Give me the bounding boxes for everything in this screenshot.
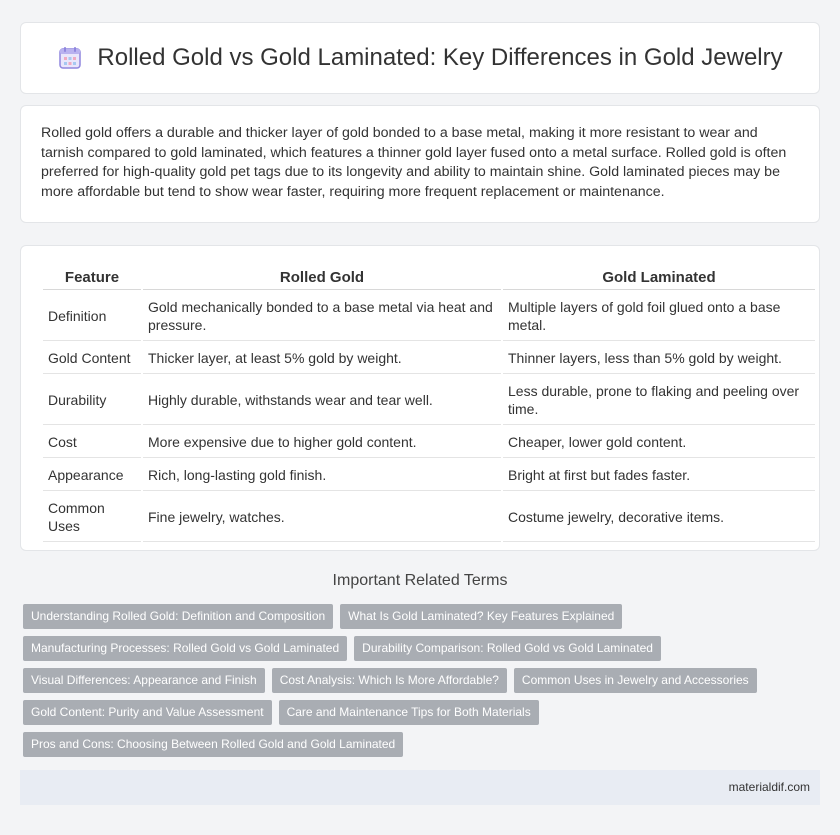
table-row — [43, 427, 815, 458]
intro-paragraph: Rolled gold offers a durable and thicker layer of gold bonded to a base metal, making it more resistant to wear and tarnish compared to gold laminated, which features a thinner gold layer fused onto a metal surface. Rolled gold is often preferred for high-quality gold pet tags due to its longevity and ability to maintain shine. Gold laminated pieces may be more affordable but tend to show wear faster, requiring more frequent replacement or maintenance. — [41, 125, 787, 200]
related-terms-list — [23, 604, 823, 764]
header-gold-laminated: Gold Laminated — [503, 266, 815, 290]
related-term-tag[interactable]: Cost Analysis: Which Is More Affordable? — [272, 668, 507, 693]
row-feature: Durability — [43, 376, 141, 425]
row-feature: Definition — [43, 292, 141, 341]
row-rolled-gold: Fine jewelry, watches. — [143, 493, 501, 542]
comparison-table — [41, 264, 817, 544]
table-row — [43, 292, 815, 341]
related-term-tag[interactable]: Understanding Rolled Gold: Definition and Composition — [23, 604, 333, 629]
related-term-tag[interactable]: Manufacturing Processes: Rolled Gold vs Gold Laminated — [23, 636, 347, 661]
related-term-tag[interactable]: What Is Gold Laminated? Key Features Explained — [340, 604, 622, 629]
related-term-tag[interactable]: Pros and Cons: Choosing Between Rolled Gold and Gold Laminated — [23, 732, 403, 757]
related-term-tag[interactable]: Common Uses in Jewelry and Accessories — [514, 668, 757, 693]
row-gold-laminated: Multiple layers of gold foil glued onto a base metal. — [503, 292, 815, 341]
related-terms-heading: Important Related Terms — [332, 572, 508, 589]
page-title: Rolled Gold vs Gold Laminated: Key Differences in Gold Jewelry — [97, 44, 783, 71]
related-term-tag[interactable]: Visual Differences: Appearance and Finish — [23, 668, 265, 693]
related-term-tag[interactable]: Care and Maintenance Tips for Both Materials — [279, 700, 539, 725]
row-gold-laminated: Thinner layers, less than 5% gold by weight. — [503, 343, 815, 374]
comparison-table-card — [20, 245, 820, 551]
row-gold-laminated: Bright at first but fades faster. — [503, 460, 815, 491]
table-row — [43, 460, 815, 491]
row-feature: Cost — [43, 427, 141, 458]
row-rolled-gold: Thicker layer, at least 5% gold by weight. — [143, 343, 501, 374]
row-rolled-gold: Highly durable, withstands wear and tear well. — [143, 376, 501, 425]
row-feature: Gold Content — [43, 343, 141, 374]
row-feature: Appearance — [43, 460, 141, 491]
header-rolled-gold: Rolled Gold — [143, 266, 501, 290]
table-header-row — [43, 266, 815, 290]
header-feature: Feature — [43, 266, 141, 290]
table-row — [43, 343, 815, 374]
row-rolled-gold: Rich, long-lasting gold finish. — [143, 460, 501, 491]
page-header — [20, 22, 820, 94]
related-term-tag[interactable]: Durability Comparison: Rolled Gold vs Gold Laminated — [354, 636, 661, 661]
calendar-icon — [57, 45, 83, 71]
row-feature: Common Uses — [43, 493, 141, 542]
row-gold-laminated: Costume jewelry, decorative items. — [503, 493, 815, 542]
related-term-tag[interactable]: Gold Content: Purity and Value Assessment — [23, 700, 272, 725]
row-rolled-gold: Gold mechanically bonded to a base metal via heat and pressure. — [143, 292, 501, 341]
table-row — [43, 376, 815, 425]
row-gold-laminated: Cheaper, lower gold content. — [503, 427, 815, 458]
row-rolled-gold: More expensive due to higher gold content. — [143, 427, 501, 458]
site-footer — [20, 770, 820, 805]
table-row — [43, 493, 815, 542]
intro-section — [20, 105, 820, 223]
row-gold-laminated: Less durable, prone to flaking and peeling over time. — [503, 376, 815, 425]
footer-site-link[interactable]: materialdif.com — [728, 780, 810, 794]
